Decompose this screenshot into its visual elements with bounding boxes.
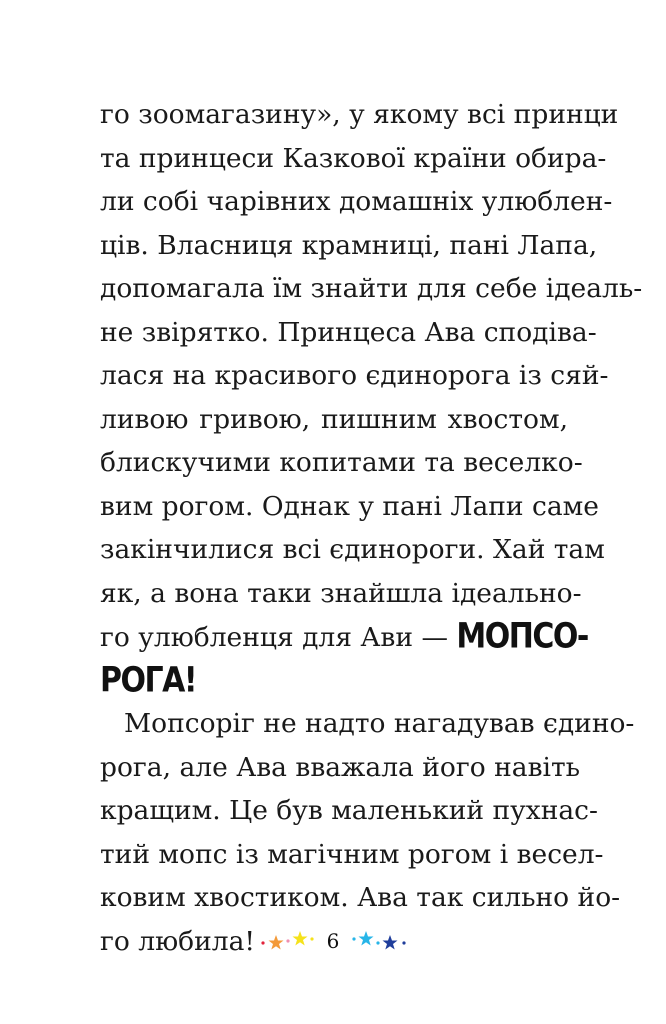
text-line: рога, але Ава вважала його навіть	[100, 751, 581, 783]
text-line: ливою гривою, пишним хвостом,	[100, 403, 568, 435]
text-line: го зоомагазину», у якому всі принци	[100, 99, 619, 130]
text-line: вим рогом. Однак у пані Лапи саме	[100, 490, 599, 522]
stars-ornament-left	[257, 926, 317, 956]
page-number: 6	[326, 929, 340, 953]
highlight-word-part2: РОГА!	[100, 659, 197, 701]
text-line: ковим хвостиком. Ава так сильно йо-	[100, 882, 621, 913]
highlight-word-part1: МОПСО-	[456, 616, 588, 657]
stars-ornament-right	[349, 926, 409, 956]
text-line: допомагала їм знайти для себе ідеаль-	[100, 273, 643, 304]
paragraph-first-line: Мопсоріг не надто нагадував єдино-	[124, 708, 635, 739]
text-line-highlight	[100, 659, 568, 703]
stars-left-icon	[257, 926, 317, 956]
text-fragment: го улюбленця для Ави —	[100, 622, 448, 653]
text-line: кращим. Це був маленький пухнас-	[100, 795, 598, 826]
stars-right-icon	[349, 926, 409, 956]
text-line: лася на красивого єдинорога із сяй-	[100, 360, 609, 391]
text-line: ців. Власниця крамниці, пані Лапа,	[100, 229, 598, 261]
text-line: не звірятко. Принцеса Ава сподіва-	[100, 316, 597, 348]
body-text	[100, 93, 643, 963]
text-line: як, а вона таки знайшла ідеально-	[100, 577, 582, 609]
text-line: го любила!	[100, 925, 256, 957]
text-line: закінчилися всі єдинороги. Хай там	[100, 534, 605, 565]
text-line: ли собі чарівних домашніх улюблен-	[100, 186, 613, 217]
text-line: тий мопс із магічним рогом і весел-	[100, 838, 604, 870]
page-footer	[0, 924, 666, 958]
text-line: блискучими копитами та веселко-	[100, 447, 583, 478]
text-line-with-highlight	[100, 615, 588, 659]
text-line: та принцеси Казкової країни обира-	[100, 142, 607, 174]
